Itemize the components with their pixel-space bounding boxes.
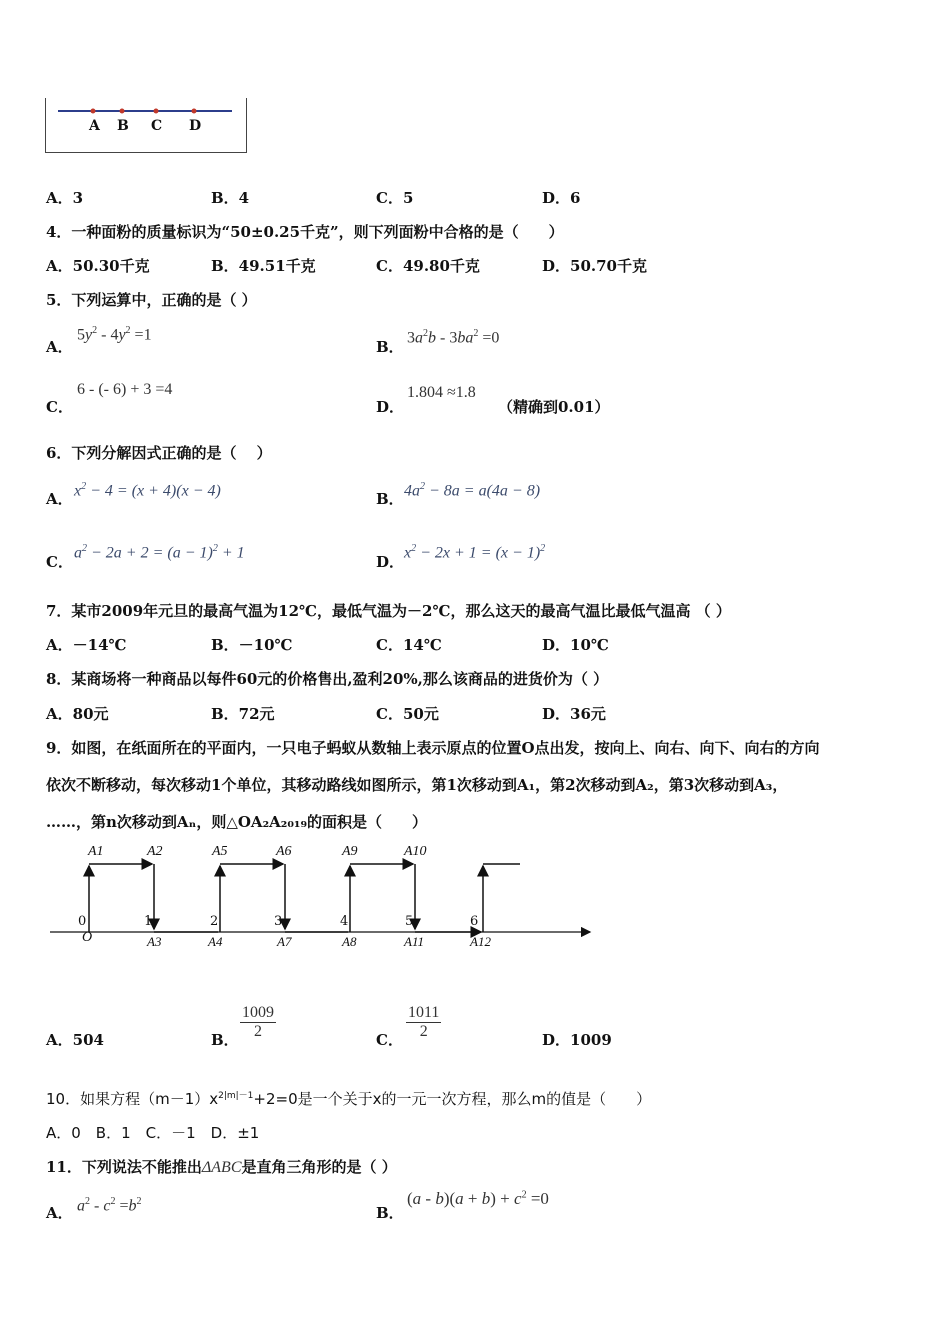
q3-option-c[interactable]: C．5: [376, 189, 414, 207]
point-label-a: A: [89, 118, 100, 134]
q5-option-c-math: 6 - (- 6) + 3 =4: [77, 381, 173, 398]
q3-option-a[interactable]: A．3: [46, 189, 84, 207]
q5-option-c-label[interactable]: C．: [46, 398, 73, 416]
q11-stem-pre: 11．下列说法不能推出: [46, 1158, 202, 1176]
q11-stem: [46, 1156, 397, 1177]
q6-option-c-label[interactable]: C．: [46, 553, 73, 571]
q6-option-c-math: $a^2 - 2a + 2 = (a - 1)^2 + 1$: [74, 543, 245, 562]
q9-stem-line3: ……，第n次移动到Aₙ，则△OA₂A₂₀₁₉的面积是（ ）: [46, 813, 428, 831]
q7-option-d[interactable]: D．10℃: [542, 636, 609, 654]
axis-num-1: 1: [144, 914, 153, 929]
q9-figure: [40, 840, 600, 960]
label-a4: A4: [208, 934, 223, 949]
point-label-b: B: [117, 118, 129, 134]
fraction-denominator: 2: [254, 1023, 262, 1040]
label-a10: A10: [404, 844, 427, 859]
q6-option-d-label[interactable]: D．: [376, 553, 405, 571]
fraction-denominator: 2: [419, 1023, 428, 1040]
point-label-c: C: [151, 118, 163, 134]
q5-option-a-label[interactable]: A．: [46, 338, 73, 356]
q8-option-c[interactable]: C．50元: [376, 705, 439, 723]
label-a3: A3: [147, 934, 162, 949]
q3-figure: [45, 98, 247, 153]
axis-num-0: 0: [78, 914, 87, 929]
q10-stem-post: +2=0是一个关于x的一元一次方程，那么m的值是（ ）: [253, 1090, 652, 1108]
q6-option-d-math: $x^2 - 2x + 1 = (x - 1)^2$: [404, 543, 546, 562]
q7-option-c[interactable]: C．14℃: [376, 636, 442, 654]
q9-option-c-label[interactable]: C．: [376, 1031, 403, 1049]
q5-stem: 5．下列运算中，正确的是（ ）: [46, 291, 257, 309]
q10-stem-exponent: 2|m|－1: [218, 1091, 254, 1101]
label-a2: A2: [147, 844, 163, 859]
q3-option-b[interactable]: B．4: [211, 189, 250, 207]
q11-stem-post: 是直角三角形的是（ ）: [241, 1158, 397, 1176]
q10-stem-pre: 10．如果方程（m－1）x: [46, 1090, 219, 1108]
q5-option-d-math: 1.804 ≈1.8: [407, 384, 476, 401]
label-a9: A9: [342, 844, 358, 859]
axis-num-4: 4: [340, 914, 349, 929]
q9-option-b-label[interactable]: B．: [211, 1031, 239, 1049]
axis-num-6: 6: [470, 914, 479, 929]
fraction-numerator: 1009: [242, 1004, 274, 1021]
q8-option-a[interactable]: A．80元: [46, 705, 109, 723]
origin-label: O: [82, 930, 93, 945]
q11-stem-triangle: ΔABC: [201, 1159, 242, 1176]
q7-stem: 7．某市2009年元旦的最高气温为12℃，最低气温为－2℃，那么这天的最高气温比最低气温高 （ ）: [46, 602, 731, 620]
q9-stem-line1: 9．如图，在纸面所在的平面内，一只电子蚂蚁从数轴上表示原点的位置O点出发，按向上、向右、向下、向右的方向: [46, 739, 820, 757]
q9-option-a[interactable]: A．504: [46, 1031, 104, 1049]
ant-path-diagram: [40, 840, 600, 960]
q9-stem-line2: 依次不断移动，每次移动1个单位，其移动路线如图所示，第1次移动到A₁，第2次移动到A₂，第3次移动到A₃，: [46, 776, 788, 794]
q8-option-b[interactable]: B．72元: [211, 705, 275, 723]
q5-option-d-note: （精确到0.01）: [498, 398, 610, 416]
q4-stem: 4．一种面粉的质量标识为“50±0.25千克”，则下列面粉中合格的是（ ）: [46, 223, 564, 241]
q11-option-a-label[interactable]: A．: [46, 1204, 73, 1222]
q4-option-c[interactable]: C．49.80千克: [376, 257, 480, 275]
label-a7: A7: [277, 934, 292, 949]
q8-option-d[interactable]: D．36元: [542, 705, 606, 723]
q5-option-b-math: $3a^2b - 3ba^2 =0$: [407, 328, 500, 347]
q9-option-c-fraction: [406, 1004, 441, 1041]
q6-stem: 6．下列分解因式正确的是（ ）: [46, 444, 272, 462]
fraction-numerator: 1011: [408, 1004, 440, 1021]
q4-option-a[interactable]: A．50.30千克: [46, 257, 150, 275]
number-line-abcd: [46, 98, 246, 152]
q11-option-a-math: $a^2 - c^2 =b^2$: [77, 1196, 142, 1215]
q5-option-d-label[interactable]: D．: [376, 398, 405, 416]
label-a1: A1: [88, 844, 104, 859]
q11-option-b-label[interactable]: B．: [376, 1204, 404, 1222]
label-a8: A8: [342, 934, 357, 949]
q5-option-b-label[interactable]: B．: [376, 338, 404, 356]
q10-stem: [46, 1088, 651, 1109]
q6-option-b-math: $4a^2 - 8a = a(4a - 8)$: [404, 481, 541, 500]
q4-option-b[interactable]: B．49.51千克: [211, 257, 316, 275]
label-a6: A6: [276, 844, 292, 859]
q8-stem: 8．某商场将一种商品以每件60元的价格售出,盈利20%,那么该商品的进货价为（ ）: [46, 670, 609, 688]
label-a5: A5: [212, 844, 228, 859]
label-a12: A12: [470, 934, 491, 949]
label-a11: A11: [404, 934, 424, 949]
q11-option-b-math: $(a - b)(a + b) + c^2 =0$: [407, 1189, 549, 1208]
q7-option-a[interactable]: A．－14℃: [46, 636, 127, 654]
q5-option-a-math: $5y^2 - 4y^2 =1$: [77, 325, 152, 344]
q10-options[interactable]: A．0 B．1 C．－1 D．±1: [46, 1124, 260, 1142]
q6-option-b-label[interactable]: B．: [376, 490, 404, 508]
q9-option-b-fraction: [240, 1004, 276, 1041]
axis-num-3: 3: [274, 914, 283, 929]
axis-num-5: 5: [405, 914, 414, 929]
q4-option-d[interactable]: D．50.70千克: [542, 257, 647, 275]
q6-option-a-math: $x^2 - 4 = (x + 4)(x - 4)$: [74, 481, 221, 500]
q7-option-b[interactable]: B．－10℃: [211, 636, 293, 654]
q6-option-a-label[interactable]: A．: [46, 490, 73, 508]
point-label-d: D: [189, 118, 202, 134]
q9-option-d[interactable]: D．1009: [542, 1031, 612, 1049]
axis-num-2: 2: [210, 914, 219, 929]
q3-option-d[interactable]: D．6: [542, 189, 581, 207]
